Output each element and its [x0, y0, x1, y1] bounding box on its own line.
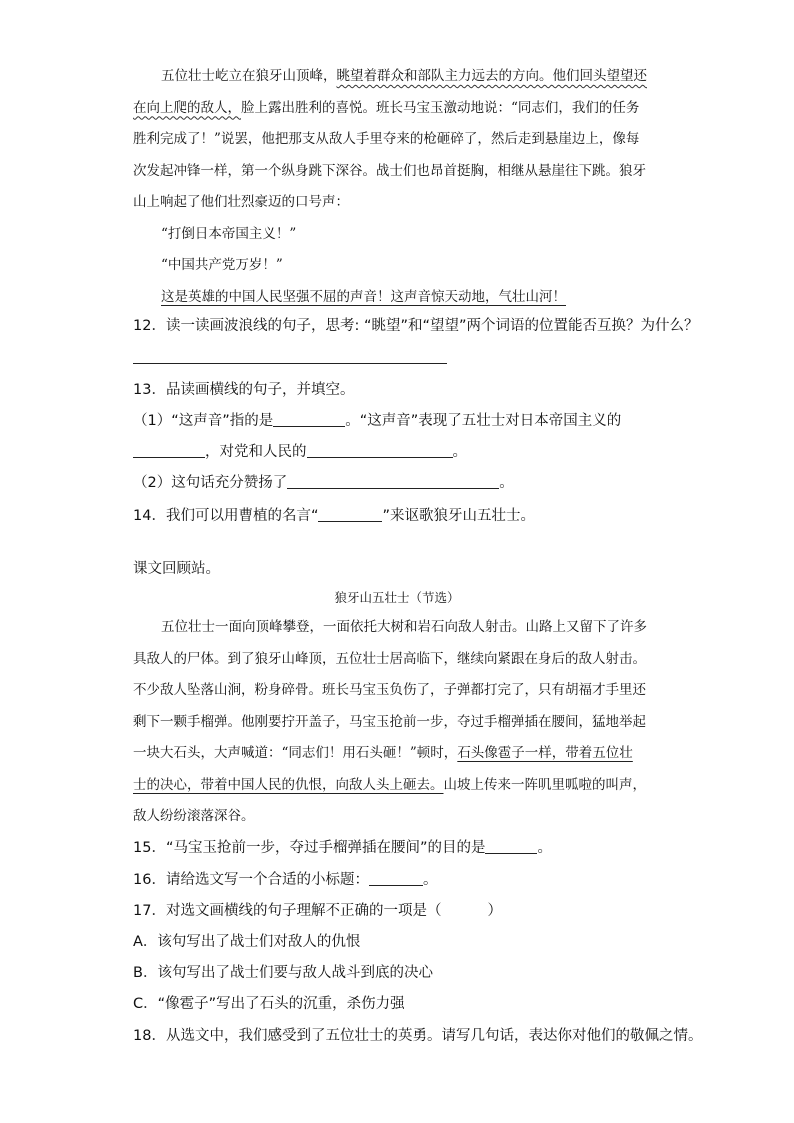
- slogan-1: “打倒日本帝国主义！”: [161, 225, 297, 242]
- option-a[interactable]: A．该句写出了战士们对敌人的仇恨: [133, 934, 361, 950]
- passage1-line-8: [133, 282, 665, 314]
- passage-excerpt-1: [133, 61, 665, 313]
- question-14: 14．我们可以用曹植的名言“ ”来讴歌狼牙山五壮士。: [133, 508, 535, 524]
- passage2-line-6: 士的决心，带着中国人民的仇恨，向敌人头上砸去。山坡上传来一阵叽里呱啦的叫声，: [133, 776, 646, 793]
- question-15: 15．“马宝玉抢前一步，夺过手榴弹插在腰间”的目的是 。: [133, 840, 552, 856]
- question-18: 18．从选文中，我们感受到了五位壮士的英勇。请写几句话，表达你对他们的敬佩之情。: [133, 1028, 703, 1044]
- option-c[interactable]: C．“像雹子”写出了石头的沉重，杀伤力强: [133, 996, 405, 1012]
- blank-16[interactable]: [369, 870, 423, 886]
- passage2-line-2: 具敌人的尸体。到了狼牙山峰顶，五位壮士居高临下，继续向紧跟在身后的敌人射击。: [133, 650, 646, 667]
- blank-13-1c[interactable]: [307, 442, 453, 458]
- blank-14[interactable]: [318, 506, 382, 522]
- passage2-line-3: 不少敌人坠落山涧，粉身碎骨。班长马宝玉负伤了，子弹都打完了，只有胡福才手里还: [133, 682, 646, 698]
- slogan-2: “中国共产党万岁！”: [161, 257, 283, 273]
- question-13: 13．品读画横线的句子，并填空。: [133, 382, 355, 398]
- passage-title: 狼牙山五壮士（节选）: [334, 590, 460, 605]
- question-13-part-1-cont: ，对党和人民的 。: [133, 440, 467, 461]
- blank-13-1b[interactable]: [133, 442, 205, 458]
- wavy-sentence-part-2: 在向上爬的敌人，: [133, 99, 241, 116]
- question-12: 12．读一读画波浪线的句子，思考: “眺望”和“望望”两个词语的位置能否互换？为什么？: [133, 318, 699, 334]
- underlined-sentence-2a: 石头像雹子一样，带着五位壮: [457, 745, 633, 761]
- question-17: 17．对选文画横线的句子理解不正确的一项是（ ）: [133, 903, 503, 919]
- blank-15[interactable]: [485, 838, 537, 854]
- passage1-line-4: 次发起冲锋一样，第一个纵身跳下深谷。战士们也昂首挺胸，相继从悬崖往下跳。狼牙: [133, 162, 646, 179]
- passage-excerpt-2: [133, 612, 665, 833]
- section-label: 课文回顾站。: [133, 561, 220, 577]
- blank-13-2[interactable]: [287, 473, 499, 489]
- question-13-part-2: （2）这句话充分赞扬了 。: [133, 475, 514, 491]
- answer-line-12[interactable]: [133, 363, 447, 364]
- passage1-line-1: 五位壮士屹立在狼牙山顶峰，眺望着群众和部队主力远去的方向。他们回头望望还: [161, 68, 647, 84]
- passage2-line-7: 敌人纷纷滚落深谷。: [133, 808, 255, 824]
- underlined-sentence: 这是英雄的中国人民坚强不屈的声音！这声音惊天动地，气壮山河！: [161, 288, 566, 305]
- blank-13-1a[interactable]: [273, 411, 345, 427]
- option-b[interactable]: B．该句写出了战士们要与敌人战斗到底的决心: [133, 965, 433, 981]
- passage1-line-3: 胜利完成了！”说罢，他把那支从敌人手里夺来的枪砸碎了，然后走到悬崖边上，像每: [133, 131, 640, 147]
- passage1-line-5: 山上响起了他们壮烈豪迈的口号声：: [133, 194, 349, 210]
- passage1-line-2: 在向上爬的敌人，脸上露出胜利的喜悦。班长马宝玉激动地说：“同志们，我们的任务: [133, 99, 640, 116]
- passage2-line-5: 一块大石头，大声喊道：“同志们！用石头砸！”顿时，石头像雹子一样，带着五位壮: [133, 745, 633, 761]
- wavy-sentence-part-1: 眺望着群众和部队主力远去的方向。他们回头望望还: [336, 68, 647, 84]
- passage2-line-4: 剩下一颗手榴弹。他刚要拧开盖子，马宝玉抢前一步，夺过手榴弹插在腰间，猛地举起: [133, 713, 646, 730]
- question-13-part-1: （1）“这声音”指的是 。“这声音”表现了五壮士对日本帝国主义的: [133, 413, 622, 429]
- underlined-sentence-2b: 士的决心，带着中国人民的仇恨，向敌人头上砸去。: [133, 776, 444, 793]
- passage2-line-1: 五位壮士一面向顶峰攀登，一面依托大树和岩石向敌人射击。山路上又留下了许多: [161, 619, 647, 635]
- question-16: 16．请给选文写一个合适的小标题： 。: [133, 872, 438, 888]
